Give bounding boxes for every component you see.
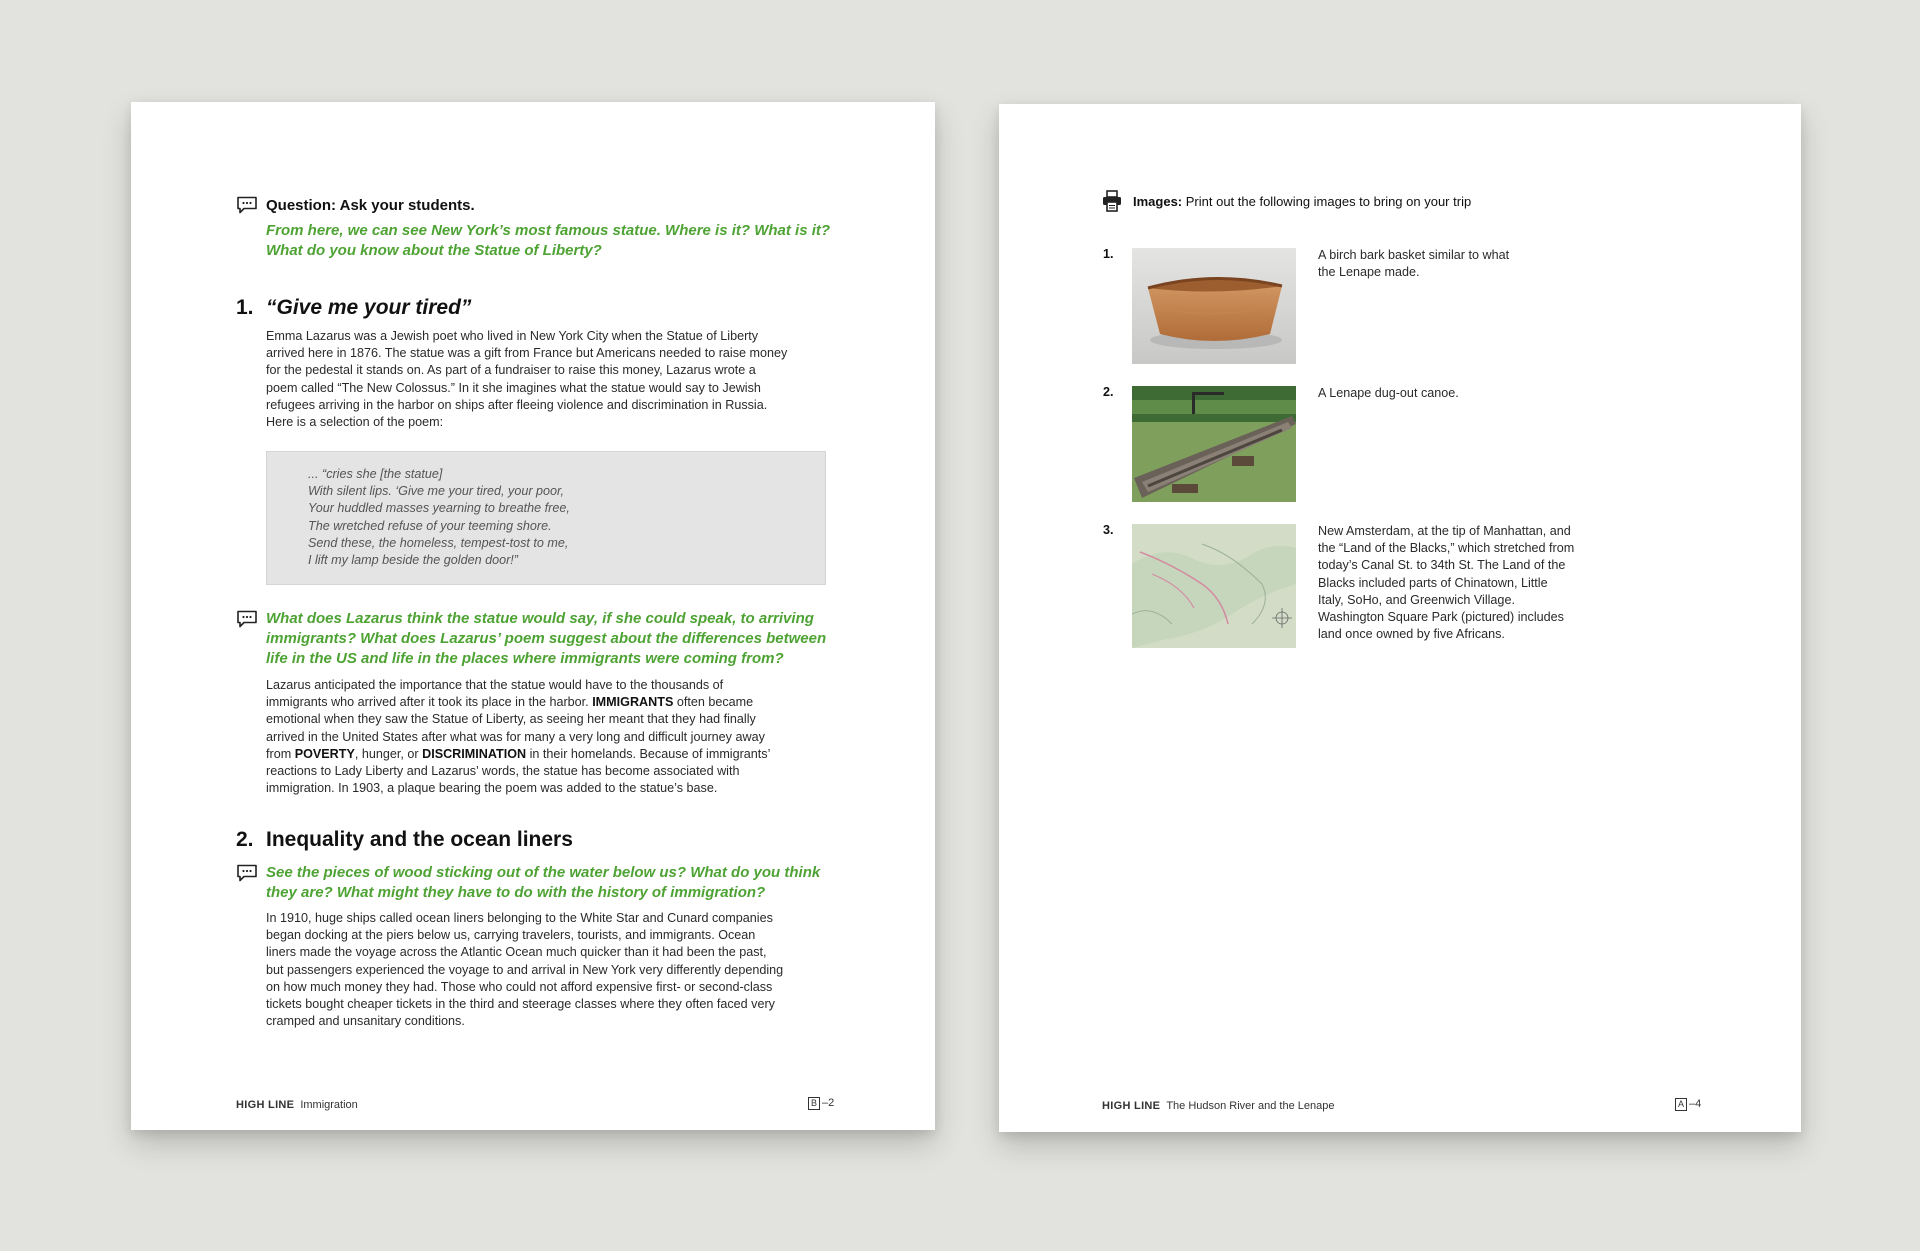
- section-2-number: 2.: [236, 828, 254, 851]
- image-item-1-number: 1.: [1103, 247, 1114, 261]
- document-page-right: [999, 104, 1801, 1132]
- speech-bubble-icon: [236, 610, 258, 628]
- image-item-2-number: 2.: [1103, 385, 1114, 399]
- dugout-canoe-photo: [1132, 386, 1296, 502]
- question-label: Question: Ask your students.: [266, 197, 475, 214]
- image-item-3-number: 3.: [1103, 523, 1114, 537]
- section-2-question: See the pieces of wood sticking out of the water below us? What do you think they are? What might they have to do with the history of immigration?: [266, 864, 821, 901]
- page-footer: [236, 1099, 358, 1111]
- page-number: B –2: [808, 1097, 834, 1110]
- footer-section: The Hudson River and the Lenape: [1166, 1100, 1335, 1112]
- section-1-answer: Lazarus anticipated the importance that the statue would have to the thousands of immigrants who arrived after it took its place in the harbor. IMMIGRANTS often became emotional when they saw the Statue of Liberty, as seeing her meant that they had finally arrived in the United States after what was for many a very long and difficult journey away from POVERTY, hunger, or DISCRIMINATION in their homelands. Because of immigrants’ reactions to Lady Liberty and Lazarus’ words, the statue has become associated with immigration. In 1903, a plaque bearing the poem was added to the statue’s base.: [266, 678, 771, 796]
- document-page-left: [131, 102, 935, 1130]
- intro-question: From here, we can see New York’s most famous statue. Where is it? What is it? What do you know about the Statue of Liberty?: [266, 222, 831, 259]
- footer-brand: HIGH LINE: [1102, 1100, 1161, 1112]
- section-1-number: 1.: [236, 296, 254, 319]
- manhattan-map-image: [1132, 524, 1296, 648]
- birch-bark-basket-photo: [1132, 248, 1296, 364]
- section-1-title: “Give me your tired”: [266, 296, 472, 319]
- section-1-question: What does Lazarus think the statue would say, if she could speak, to arriving immigrants? What does Lazarus’ poem suggest about the differences between life in the US and life in the places where immigrants were coming from?: [266, 610, 827, 667]
- page-number: A –4: [1675, 1098, 1701, 1111]
- image-item-2-caption: A Lenape dug-out canoe.: [1318, 386, 1459, 400]
- speech-bubble-icon: [236, 196, 258, 214]
- section-2-body: In 1910, huge ships called ocean liners belonging to the White Star and Cunard companies began docking at the piers below us, carrying travelers, tourists, and immigrants. Ocean liners made the voyage across the Atlantic Ocean much quicker than it had been the past, but passengers experienced the voyage to and arrival in New York very differently depending on how much money they had. Those who could not afford expensive first- or second-class tickets bought cheaper tickets in the third and steerage classes where they often faced very cramped and unsanitary conditions.: [266, 911, 784, 1029]
- section-1-body: Emma Lazarus was a Jewish poet who lived in New York City when the Statue of Liberty arrived here in 1876. The statue was a gift from France but Americans needed to raise money for the pedestal it stands on. As part of a fundraiser to raise this money, Lazarus wrote a poem called “The New Colossus.” In it she imagines what the statue would say to Jewish refugees arriving in the harbor on ships after fleeing violence and discrimination in Russia. Here is a selection of the poem:: [266, 329, 788, 430]
- page-footer: [1102, 1100, 1334, 1112]
- image-item-1-caption: A birch bark basket similar to what the Lenape made.: [1318, 248, 1510, 280]
- section-2-title: Inequality and the ocean liners: [266, 828, 573, 851]
- footer-brand: HIGH LINE: [236, 1099, 295, 1111]
- poem-text: ... “cries she [the statue] With silent lips. ‘Give me your tired, your poor, Your huddled masses yearning to breathe free, The wretched refuse of your teeming shore. Send these, the homeless, tempest-tost to me, I lift my lamp beside the golden door!”: [308, 467, 570, 568]
- images-label: Images: Print out the following images to bring on your trip: [1133, 194, 1472, 209]
- poem-quote-box: [266, 451, 826, 585]
- printer-icon: [1102, 190, 1122, 212]
- footer-section: Immigration: [300, 1099, 358, 1111]
- image-item-3-caption: New Amsterdam, at the tip of Manhattan, and the “Land of the Blacks,” which stretched from today’s Canal St. to 34th St. The Land of the Blacks included parts of Chinatown, Little Italy, SoHo, and Greenwich Village. Washington Square Park (pictured) includes land once owned by five Africans.: [1318, 524, 1575, 642]
- speech-bubble-icon: [236, 864, 258, 882]
